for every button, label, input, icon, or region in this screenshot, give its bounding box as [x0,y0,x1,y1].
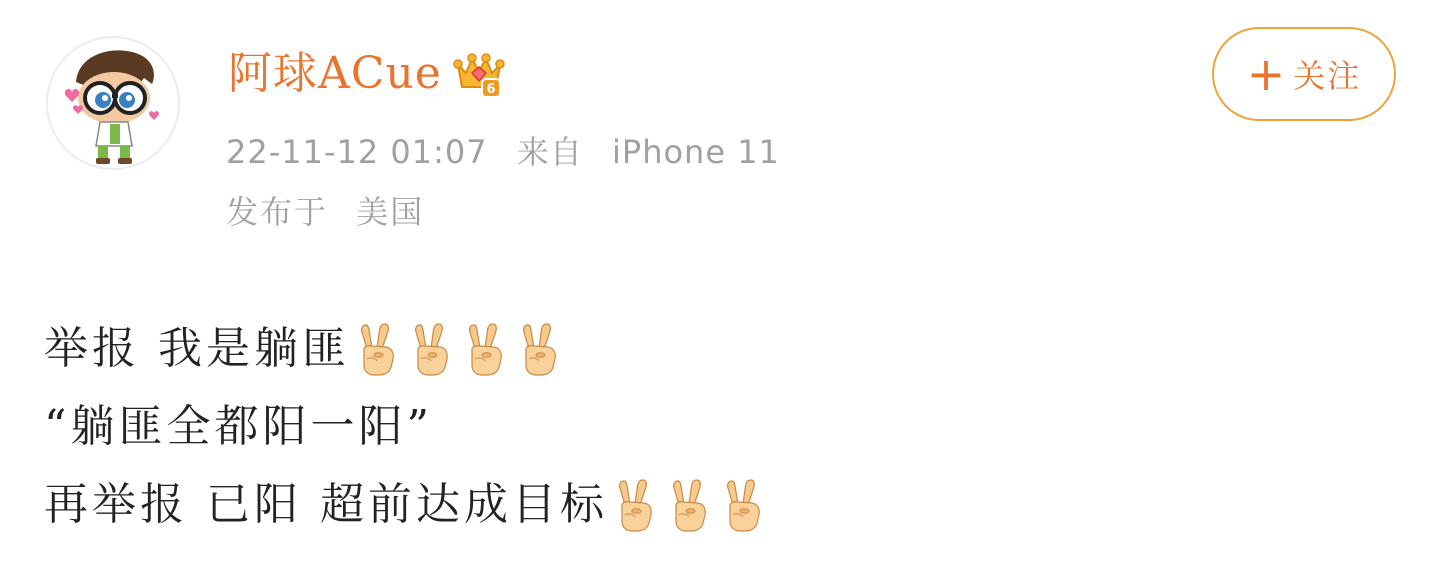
post-body [44,310,1404,544]
victory-hand-icon [352,321,402,377]
victory-hand-icon [718,477,768,533]
victory-hand-icon [514,321,564,377]
badge-level: 6 [486,82,496,97]
post-line-2-text: “躺匪全都阳一阳” [44,401,433,452]
post-line-1-text: 举报 我是躺匪 [44,323,350,374]
victory-hand-icon [460,321,510,377]
victory-hand-icon [406,321,456,377]
post-date: 22-11-12 01:07 [226,133,488,171]
cartoon-avatar-icon[interactable] [46,36,180,170]
crown-vip-icon[interactable] [452,47,506,101]
plus-icon: + [1246,47,1286,101]
post-line-3-text: 再举报 已阳 超前达成目标 [44,479,608,530]
follow-label: 关注 [1293,57,1362,95]
emoji-group-1 [352,321,568,377]
device-source[interactable]: iPhone 11 [612,133,780,171]
from-label: 来自 [516,133,583,171]
emoji-group-3 [610,477,772,533]
victory-hand-icon [664,477,714,533]
post-line-3 [44,466,1404,544]
follow-button[interactable] [1212,27,1396,121]
post-line-1 [44,310,1404,388]
victory-hand-icon [610,477,660,533]
post-line-2 [44,388,1404,466]
post-meta [226,130,798,174]
post-location [226,190,440,234]
location-prefix: 发布于 [226,193,329,231]
username-row [228,42,506,106]
username[interactable]: 阿球ACue [228,48,442,99]
location-place: 美国 [356,193,425,231]
